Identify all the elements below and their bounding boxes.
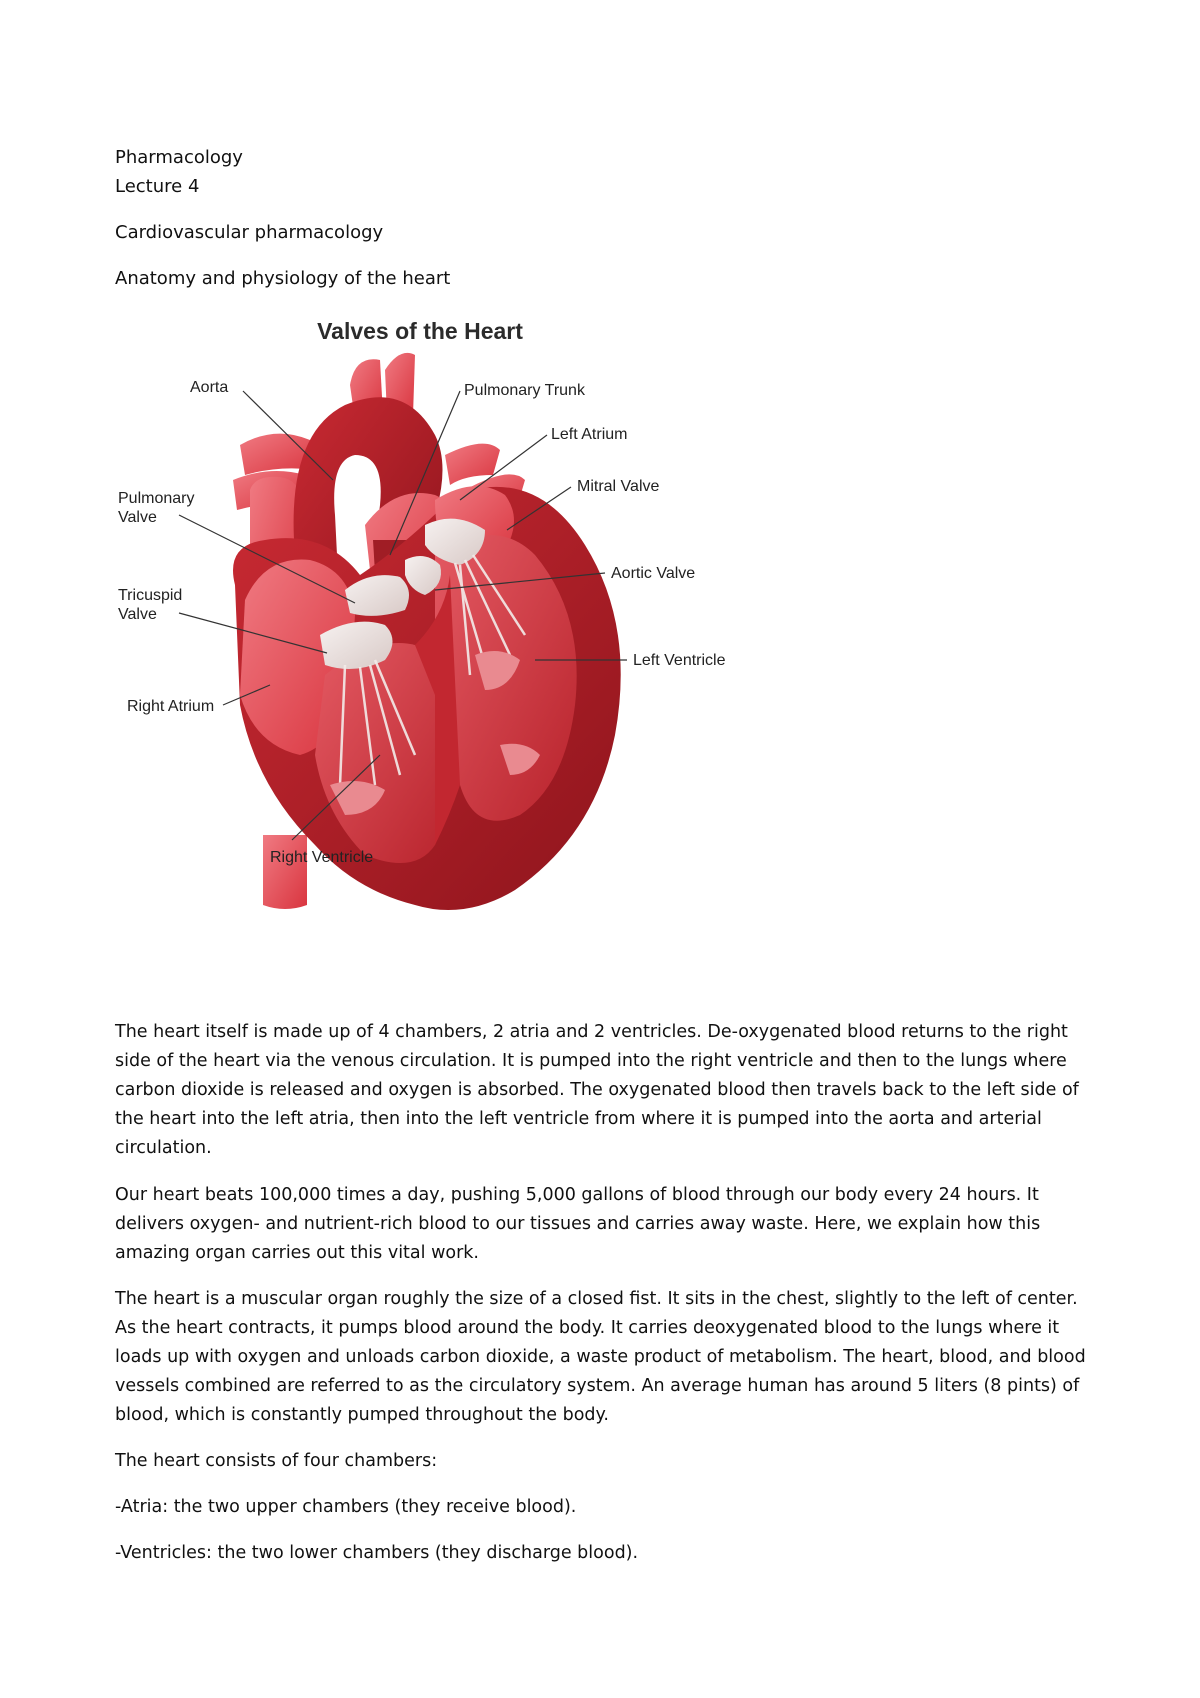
course-title: Pharmacology [115, 147, 243, 168]
list-item-atria: -Atria: the two upper chambers (they receive blood). [115, 1497, 577, 1517]
label-tricuspid-valve-line2: Valve [118, 606, 157, 623]
paragraph-four-chambers: The heart consists of four chambers: [115, 1451, 438, 1471]
subtopic-heading: Anatomy and physiology of the heart [115, 268, 451, 289]
label-pulmonary-trunk: Pulmonary Trunk [464, 382, 585, 399]
label-right-ventricle: Right Ventricle [270, 849, 374, 866]
paragraph-heart-beats: Our heart beats 100,000 times a day, pushing 5,000 gallons of blood through our body every 24 hours. It delivers oxygen- and nutrient-rich blood to our tissues and carries away waste. Here, we explain how this amazing organ carries out this vital work. [115, 1185, 1041, 1263]
list-item-ventricles: -Ventricles: the two lower chambers (they discharge blood). [115, 1543, 639, 1563]
heart-valves-figure [115, 315, 835, 955]
label-tricuspid-valve-line1: Tricuspid [118, 587, 183, 604]
figure-title: Valves of the Heart [317, 318, 523, 344]
topic-heading: Cardiovascular pharmacology [115, 222, 384, 243]
paragraph-muscular-organ: The heart is a muscular organ roughly the size of a closed fist. It sits in the chest, slightly to the left of center. As the heart contracts, it pumps blood around the body. It carries deoxygenated blood to the lungs where it loads up with oxygen and unloads carbon dioxide, a waste product of metabolism. The heart, blood, and blood vessels combined are referred to as the circulatory system. An average human has around 5 liters (8 pints) of blood, which is constantly pumped throughout the body. [115, 1289, 1086, 1425]
paragraph-chambers-overview: The heart itself is made up of 4 chambers, 2 atria and 2 ventricles. De-oxygenated blood returns to the right side of the heart via the venous circulation. It is pumped into the right ventricle and then to the lungs where carbon dioxide is released and oxygen is absorbed. The oxygenated blood then travels back to the left side of the heart into the left atria, then into the left ventricle from where it is pumped into the aorta and arterial circulation. [115, 1022, 1079, 1158]
heart-diagram [115, 315, 835, 955]
label-left-atrium: Left Atrium [551, 426, 628, 443]
lecture-number: Lecture 4 [115, 176, 200, 197]
label-pulmonary-valve-line2: Valve [118, 509, 157, 526]
label-mitral-valve: Mitral Valve [577, 478, 660, 495]
label-right-atrium: Right Atrium [127, 698, 215, 715]
label-aorta: Aorta [190, 379, 229, 396]
label-left-ventricle: Left Ventricle [633, 652, 726, 669]
label-aortic-valve: Aortic Valve [611, 565, 696, 582]
label-pulmonary-valve-line1: Pulmonary [118, 490, 195, 507]
